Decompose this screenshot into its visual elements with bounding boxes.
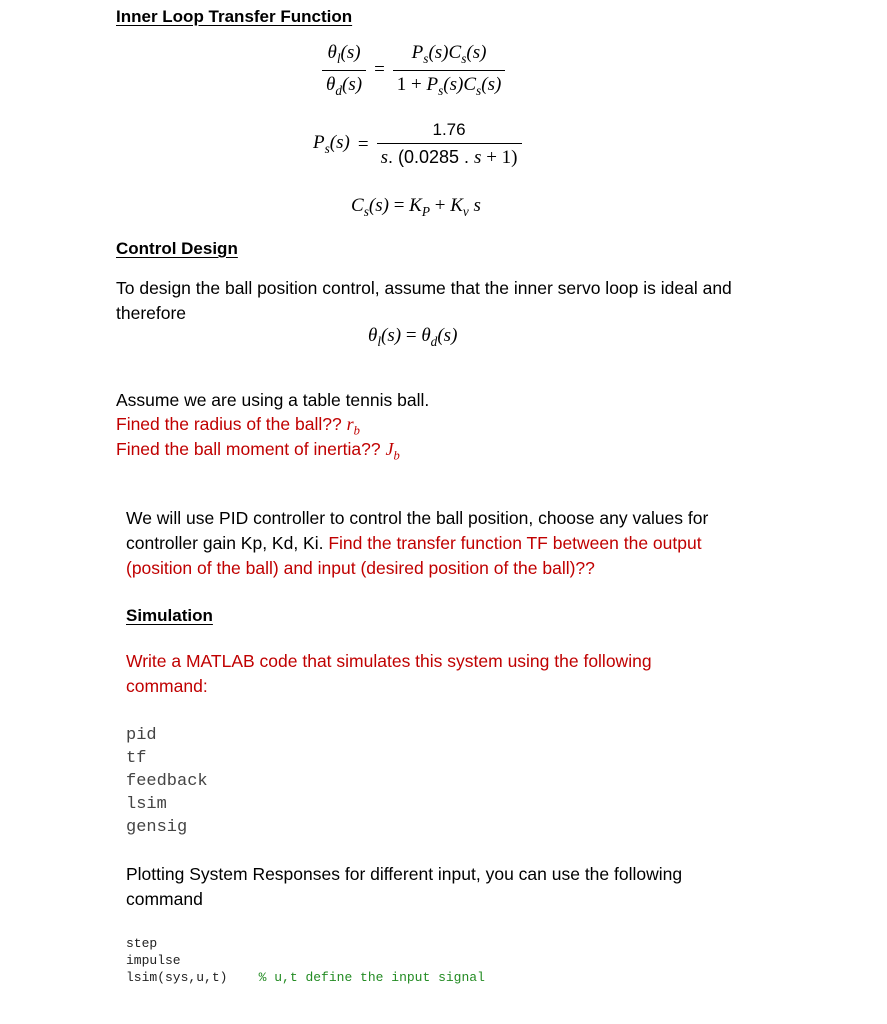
ps-fraction: $\frac{1.76}{s. (0.0285 . s + 1)}$	[377, 120, 522, 169]
question-inertia: Fined the ball moment of inertia?? $J_b$	[116, 439, 400, 463]
plant-tf-equation	[313, 120, 522, 169]
tf-equals: =	[374, 59, 385, 81]
matlab-command-list	[126, 724, 208, 839]
control-design-intro: To design the ball position control, assume that the inner servo loop is ideal and therefore	[116, 278, 732, 323]
command-item: feedback	[126, 772, 208, 791]
ps-lhs: $P_s(s)$	[313, 132, 350, 156]
plot-command-line	[126, 969, 485, 986]
inner-loop-tf-equation	[322, 42, 505, 99]
plot-command-list	[126, 935, 485, 986]
plotting-text: Plotting System Responses for different input, you can use the following command	[126, 864, 683, 909]
assume-ball-text: Assume we are using a table tennis ball.	[116, 390, 430, 410]
ideal-loop-equation: $\theta_l(s) = \theta_d(s)$	[368, 325, 458, 349]
ps-equals: =	[357, 133, 369, 155]
command-item: lsim	[126, 795, 167, 814]
pid-text-black: We will use PID controller to control the ball position, choose any values for controller gain Kp, Kd, Ki.	[126, 508, 709, 553]
simulation-heading: Simulation	[126, 606, 213, 625]
command-item: pid	[126, 726, 157, 745]
plot-command-item: step	[126, 936, 158, 951]
command-item: gensig	[126, 818, 188, 837]
tf-rhs-fraction: $\frac{P_s(s)C_s(s)}{1 + P_s(s)C_s(s)}$	[393, 42, 506, 99]
pid-paragraph	[126, 506, 766, 581]
plot-command-item: impulse	[126, 953, 181, 968]
plot-command-item: lsim(sys,u,t)	[126, 970, 228, 985]
controller-tf-equation: $C_s(s) = K_P + K_v$ s	[351, 195, 481, 219]
simulation-instruction: Write a MATLAB code that simulates this system using the following command:	[126, 651, 652, 696]
control-design-heading: Control Design	[116, 239, 238, 258]
tf-lhs-fraction: $\frac{\theta_l(s)}{\theta_d(s)}$	[322, 42, 366, 99]
plot-comment: % u,t define the input signal	[258, 970, 485, 985]
inner-loop-heading: Inner Loop Transfer Function	[116, 7, 353, 26]
question-radius: Fined the radius of the ball?? $r_b$	[116, 414, 360, 438]
pid-text-red: Find the transfer function TF between the output (position of the ball) and input (desired position of the ball)??	[126, 533, 702, 578]
command-item: tf	[126, 749, 147, 768]
